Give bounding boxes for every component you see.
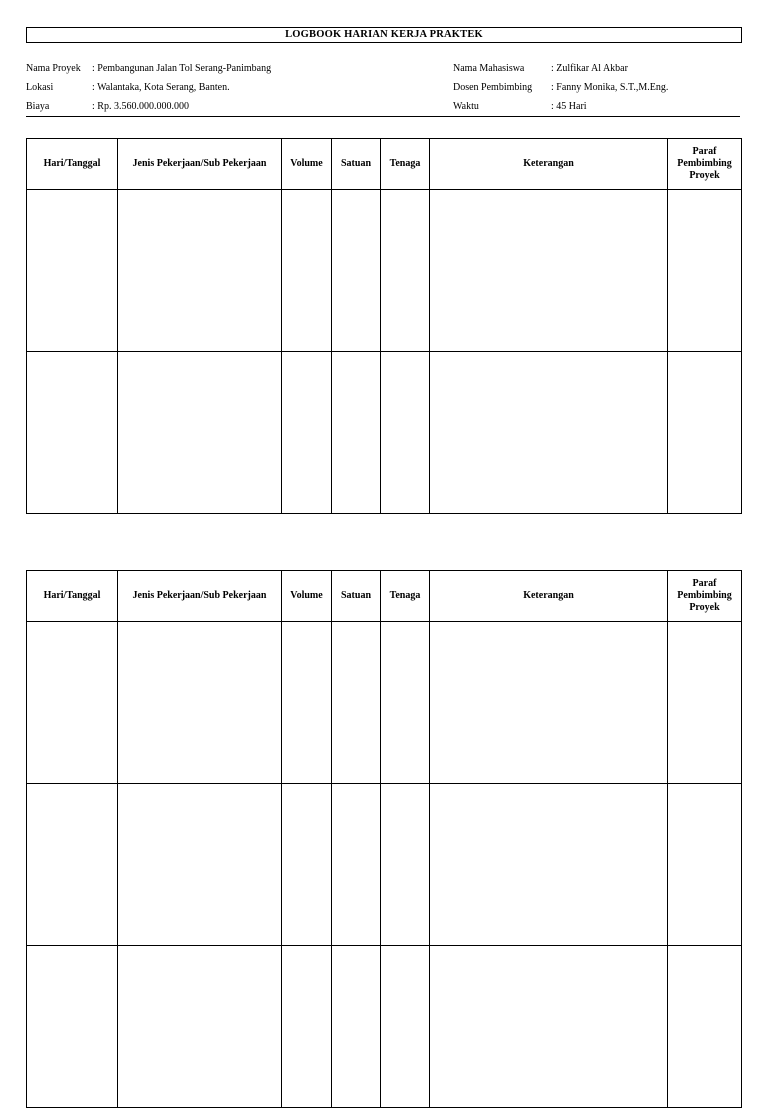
header-satuan: Satuan xyxy=(332,139,381,190)
header-tenaga: Tenaga xyxy=(381,571,430,622)
header-paraf xyxy=(668,139,742,190)
header-jenis-pekerjaan: Jenis Pekerjaan/Sub Pekerjaan xyxy=(118,571,282,622)
cell-satuan[interactable] xyxy=(332,784,381,946)
header-paraf-line: Paraf xyxy=(692,146,717,157)
cell-hari-tanggal[interactable] xyxy=(27,622,118,784)
cell-tenaga[interactable] xyxy=(381,622,430,784)
cell-volume[interactable] xyxy=(282,190,332,352)
header-hari-tanggal: Hari/Tanggal xyxy=(27,571,118,622)
info-value: : Fanny Monika, S.T.,M.Eng. xyxy=(551,82,669,93)
cell-paraf[interactable] xyxy=(668,190,742,352)
cell-paraf[interactable] xyxy=(668,622,742,784)
cell-jenis-pekerjaan[interactable] xyxy=(118,352,282,514)
cell-volume[interactable] xyxy=(282,784,332,946)
header-keterangan: Keterangan xyxy=(430,571,668,622)
cell-satuan[interactable] xyxy=(332,352,381,514)
cell-paraf[interactable] xyxy=(668,946,742,1108)
header-jenis-pekerjaan: Jenis Pekerjaan/Sub Pekerjaan xyxy=(118,139,282,190)
cell-jenis-pekerjaan[interactable] xyxy=(118,946,282,1108)
logbook-table xyxy=(26,138,742,514)
cell-volume[interactable] xyxy=(282,946,332,1108)
info-row-nama-proyek xyxy=(26,63,271,82)
cell-jenis-pekerjaan[interactable] xyxy=(118,784,282,946)
cell-paraf[interactable] xyxy=(668,784,742,946)
info-value: : Zulfikar Al Akbar xyxy=(551,63,628,74)
header-satuan: Satuan xyxy=(332,571,381,622)
info-row-nama-mahasiswa xyxy=(453,63,668,82)
cell-hari-tanggal[interactable] xyxy=(27,946,118,1108)
header-divider xyxy=(26,116,740,117)
info-row-waktu xyxy=(453,101,668,120)
cell-keterangan[interactable] xyxy=(430,784,668,946)
info-row-biaya xyxy=(26,101,271,120)
cell-tenaga[interactable] xyxy=(381,784,430,946)
header-paraf xyxy=(668,571,742,622)
header-hari-tanggal: Hari/Tanggal xyxy=(27,139,118,190)
header-paraf-line: Pembimbing xyxy=(677,158,732,169)
cell-satuan[interactable] xyxy=(332,622,381,784)
cell-hari-tanggal[interactable] xyxy=(27,190,118,352)
info-value: : Walantaka, Kota Serang, Banten. xyxy=(92,82,230,93)
project-info xyxy=(26,63,271,120)
info-label: Dosen Pembimbing xyxy=(453,82,533,93)
cell-jenis-pekerjaan[interactable] xyxy=(118,190,282,352)
table-row xyxy=(27,946,742,1108)
info-value: : 45 Hari xyxy=(551,101,587,112)
table-row xyxy=(27,352,742,514)
header-paraf-line: Paraf xyxy=(692,578,717,589)
cell-jenis-pekerjaan[interactable] xyxy=(118,622,282,784)
header-volume: Volume xyxy=(282,139,332,190)
info-value: : Pembangunan Jalan Tol Serang-Panimbang xyxy=(92,63,272,74)
info-label: Waktu xyxy=(453,101,479,112)
info-label: Lokasi xyxy=(26,82,54,93)
info-label: Nama Mahasiswa xyxy=(453,63,525,74)
cell-hari-tanggal[interactable] xyxy=(27,784,118,946)
info-label: Biaya xyxy=(26,101,50,112)
info-row-dosen-pembimbing xyxy=(453,82,668,101)
cell-volume[interactable] xyxy=(282,622,332,784)
cell-satuan[interactable] xyxy=(332,190,381,352)
info-row-lokasi xyxy=(26,82,271,101)
cell-keterangan[interactable] xyxy=(430,190,668,352)
table-row xyxy=(27,622,742,784)
header-keterangan: Keterangan xyxy=(430,139,668,190)
student-info xyxy=(453,63,668,120)
table-row xyxy=(27,190,742,352)
cell-tenaga[interactable] xyxy=(381,352,430,514)
header-volume: Volume xyxy=(282,571,332,622)
logbook-table xyxy=(26,570,742,1108)
header-paraf-line: Pembimbing xyxy=(677,590,732,601)
info-value: : Rp. 3.560.000.000.000 xyxy=(92,101,189,112)
cell-hari-tanggal[interactable] xyxy=(27,352,118,514)
logbook-title: LOGBOOK HARIAN KERJA PRAKTEK xyxy=(26,27,742,43)
cell-paraf[interactable] xyxy=(668,352,742,514)
cell-tenaga[interactable] xyxy=(381,946,430,1108)
cell-keterangan[interactable] xyxy=(430,946,668,1108)
header-paraf-line: Proyek xyxy=(689,602,720,613)
header-tenaga: Tenaga xyxy=(381,139,430,190)
info-label: Nama Proyek xyxy=(26,63,81,74)
cell-keterangan[interactable] xyxy=(430,622,668,784)
cell-volume[interactable] xyxy=(282,352,332,514)
cell-tenaga[interactable] xyxy=(381,190,430,352)
header-paraf-line: Proyek xyxy=(689,170,720,181)
table-row xyxy=(27,784,742,946)
cell-satuan[interactable] xyxy=(332,946,381,1108)
cell-keterangan[interactable] xyxy=(430,352,668,514)
